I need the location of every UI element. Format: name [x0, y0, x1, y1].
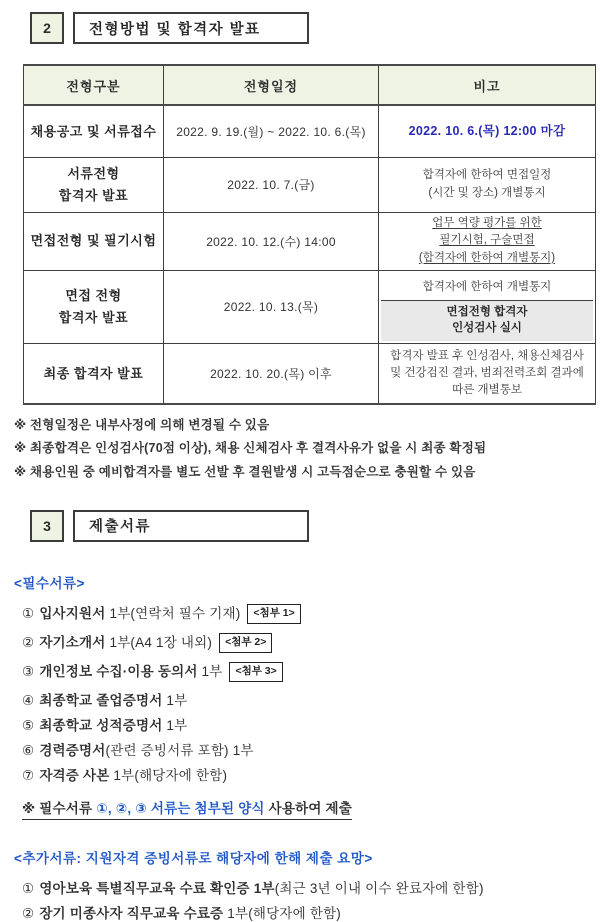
table-row	[24, 343, 596, 404]
note-blue-text: ①, ②, ③ 서류는 첨부된 양식	[96, 800, 265, 816]
table-row	[24, 157, 596, 212]
item-detail: 1부	[162, 692, 188, 708]
attachment-tag: <첨부 2>	[219, 633, 272, 653]
section-method-header	[30, 12, 600, 44]
column-header-note: 비고	[379, 65, 596, 105]
row-note-split	[379, 270, 596, 343]
item-number: ⑥	[22, 742, 35, 758]
item-detail: 1부	[197, 663, 223, 679]
item-detail: 1부(해당자에 한함)	[109, 767, 228, 783]
row-schedule: 2022. 10. 13.(목)	[164, 270, 379, 343]
attachment-tag: <첨부 1>	[247, 604, 300, 624]
note-line: 필기시험, 구술면접	[439, 234, 535, 247]
row-schedule: 2022. 10. 7.(금)	[164, 157, 379, 212]
note-line: 업무 역량 평가를 위한	[432, 217, 542, 230]
note-line: 따른 개별통보	[452, 384, 522, 397]
additional-docs-list	[22, 880, 600, 922]
list-item	[22, 663, 600, 684]
item-number: ②	[22, 905, 35, 921]
item-detail: 1부(해당자에 한함)	[223, 905, 341, 921]
item-detail: (관련 증빙서류 포함) 1부	[105, 742, 254, 758]
schedule-table	[23, 64, 596, 405]
footnote-line: ※ 전형일정은 내부사정에 의해 변경될 수 있음	[14, 418, 270, 433]
item-number: ⑤	[22, 717, 35, 733]
note-subcell-top: 합격자에 한하여 개별통지	[422, 281, 552, 293]
item-name: 영아보육 특별직무교육 수료 확인증 1부	[39, 880, 275, 896]
section-title: 전형방법 및 합격자 발표	[73, 12, 309, 44]
list-item	[22, 605, 600, 626]
item-detail: 1부(연락처 필수 기재)	[105, 605, 241, 621]
table-row	[24, 212, 596, 270]
row-category	[24, 157, 164, 212]
table-header-row	[24, 65, 596, 105]
row-category: 채용공고 및 서류접수	[24, 105, 164, 157]
list-item	[22, 742, 600, 759]
item-number: ⑦	[22, 767, 35, 783]
item-name: 개인정보 수집·이용 동의서	[39, 663, 198, 679]
footnote-line: ※ 최종합격은 인성검사(70점 이상), 채용 신체검사 후 결격사유가 없을 시 최종 확정됨	[14, 441, 487, 456]
note-suffix: 사용하여 제출	[264, 800, 353, 816]
item-number: ②	[22, 634, 35, 650]
list-item	[22, 692, 600, 709]
required-docs-heading: <필수서류>	[14, 575, 85, 591]
note-line: 및 건강검진 결과, 범죄전력조회 결과에	[390, 366, 584, 379]
item-number: ④	[22, 692, 35, 708]
category-line: 합격자 발표	[58, 187, 129, 203]
row-note-underlined	[379, 212, 596, 270]
item-name: 자격증 사본	[39, 767, 110, 783]
footnote-line: ※ 채용인원 중 예비합격자를 별도 선발 후 결원발생 시 고득점순으로 충원할 수 있음	[14, 464, 476, 479]
item-name: 최종학교 졸업증명서	[39, 692, 163, 708]
item-number: ①	[22, 605, 35, 621]
item-name: 자기소개서	[39, 634, 106, 650]
row-category: 최종 합격자 발표	[24, 343, 164, 404]
note-line: 합격자 발표 후 인성검사, 채용신체검사	[390, 349, 584, 362]
category-line: 면접 전형	[65, 288, 122, 304]
category-line: 합격자 발표	[58, 309, 129, 325]
row-category	[24, 270, 164, 343]
item-name: 경력증명서	[39, 742, 106, 758]
row-category: 면접전형 및 필기시험	[24, 212, 164, 270]
item-detail: 1부(A4 1장 내외)	[105, 634, 213, 650]
required-docs-list	[22, 605, 600, 784]
note-line: 합격자에 한하여 면접일정	[422, 169, 552, 182]
note-line: (합격자에 한하여 개별통지)	[418, 251, 556, 264]
list-item	[22, 717, 600, 734]
item-name: 입사지원서	[39, 605, 106, 621]
item-name: 최종학교 성적증명서	[39, 717, 163, 733]
note-line: (시간 및 장소) 개별통지	[428, 186, 546, 199]
category-line: 서류전형	[67, 166, 120, 182]
column-header-schedule: 전형일정	[164, 65, 379, 105]
item-name: 장기 미종사자 직무교육 수료증	[39, 905, 224, 921]
row-schedule: 2022. 9. 19.(월) ~ 2022. 10. 6.(목)	[164, 105, 379, 157]
note-line: 면접전형 합격자	[446, 305, 528, 318]
list-item	[22, 767, 600, 784]
additional-docs-heading: <추가서류: 지원자격 증빙서류로 해당자에 한해 제출 요망>	[14, 850, 373, 866]
section-number-badge: 2	[30, 12, 64, 44]
row-note	[379, 157, 596, 212]
column-header-category: 전형구분	[24, 65, 164, 105]
list-item	[22, 905, 600, 922]
section-documents-header	[30, 510, 600, 542]
table-row	[24, 105, 596, 157]
row-schedule: 2022. 10. 12.(수) 14:00	[164, 212, 379, 270]
table-footnotes	[14, 414, 600, 483]
row-note	[379, 343, 596, 404]
note-line: 인성검사 실시	[452, 322, 522, 335]
row-note-deadline: 2022. 10. 6.(목) 12:00 마감	[379, 105, 596, 157]
item-number: ①	[22, 880, 35, 896]
item-detail: 1부	[162, 717, 188, 733]
note-prefix: ※ 필수서류	[22, 800, 97, 816]
section-title: 제출서류	[73, 510, 309, 542]
item-number: ③	[22, 663, 35, 679]
list-item	[22, 634, 600, 655]
list-item	[22, 880, 600, 897]
section-number-badge: 3	[30, 510, 64, 542]
note-subcell-gray	[381, 300, 593, 341]
table-row	[24, 270, 596, 343]
item-detail: (최근 3년 이내 이수 완료자에 한함)	[274, 880, 484, 896]
required-docs-note	[22, 797, 352, 820]
row-schedule: 2022. 10. 20.(목) 이후	[164, 343, 379, 404]
attachment-tag: <첨부 3>	[229, 662, 282, 682]
